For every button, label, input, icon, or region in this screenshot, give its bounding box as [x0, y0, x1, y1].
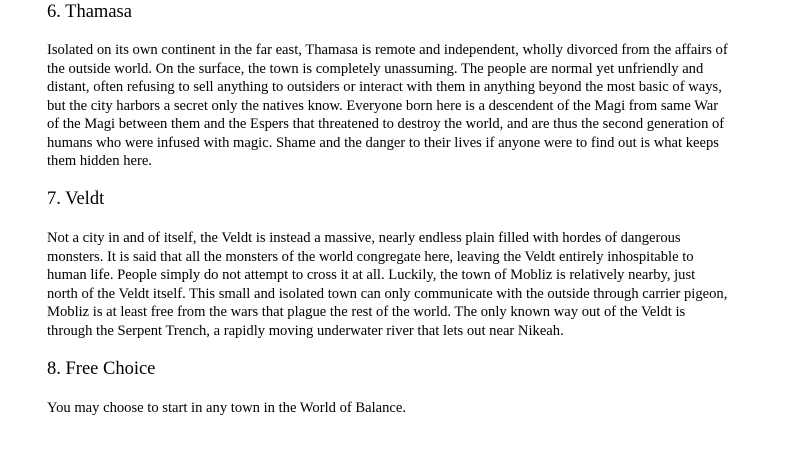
text-line: but the city harbors a secret only the natives know. Everyone born here is a descendent of the Magi from same War	[47, 97, 719, 114]
text-line: through the Serpent Trench, a rapidly moving underwater river that lets out near Nikeah.	[47, 322, 564, 339]
text-line: You may choose to start in any town in the World of Balance.	[47, 400, 407, 416]
text-line: north of the Veldt itself. This small and isolated town can only communicate with the outside through carrier pigeon,	[47, 285, 728, 302]
text-line: monsters. It is said that all the monsters of the world congregate here, leaving the Veldt entirely inhospitable to	[47, 248, 694, 265]
text-line: of the Magi between them and the Espers that threatened to destroy the world, and are thus the second generation of	[47, 116, 725, 132]
section-heading-free-choice: 8. Free Choice	[47, 359, 156, 379]
text-line: Mobliz is at least free from the wars that plague the rest of the world. The only known way out of the Veldt is	[47, 304, 686, 320]
section-body-thamasa	[47, 41, 728, 171]
section-body-free-choice	[47, 399, 406, 418]
text-line: Not a city in and of itself, the Veldt is instead a massive, nearly endless plain filled with hordes of dangerous	[47, 230, 681, 246]
text-line: humans who were infused with magic. Shame and the danger to their lives if anyone were to find out is what keeps	[47, 134, 719, 151]
section-heading-veldt: 7. Veldt	[47, 189, 105, 209]
text-line: the outside world. On the surface, the town is completely unassuming. The people are normal yet unfriendly and	[47, 60, 704, 77]
text-line: Isolated on its own continent in the far east, Thamasa is remote and independent, wholly divorced from the affairs of	[47, 42, 728, 58]
text-line: distant, often refusing to sell anything to outsiders or interact with them in anything beyond the most basic of ways,	[47, 79, 722, 95]
text-line: them hidden here.	[47, 153, 152, 169]
text-line: human life. People simply do not attempt to cross it at all. Luckily, the town of Mobliz is relatively nearby, just	[47, 267, 696, 283]
section-heading-thamasa: 6. Thamasa	[47, 2, 132, 22]
section-body-veldt	[47, 229, 727, 340]
